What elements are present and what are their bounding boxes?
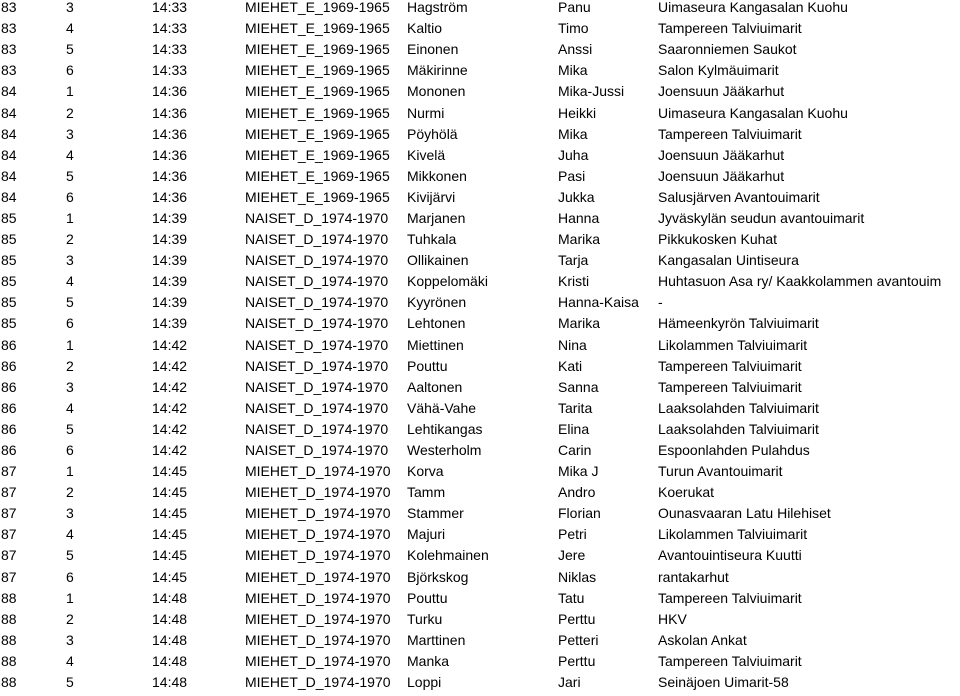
- club-cell: Turun Avantouimarit: [658, 463, 783, 480]
- lane-cell: 3: [66, 125, 74, 142]
- start-time-cell: 14:39: [152, 252, 188, 269]
- lane-cell: 3: [66, 378, 74, 395]
- start-time-cell: 14:39: [152, 231, 188, 248]
- lane-cell: 6: [66, 442, 74, 459]
- first-name-cell: Pasi: [558, 167, 586, 184]
- club-cell: Tampereen Talviuimarit: [658, 357, 802, 374]
- series-cell: MIEHET_D_1974-1970: [245, 526, 391, 543]
- last-name-cell: Vähä-Vahe: [407, 399, 477, 416]
- first-name-cell: Perttu: [558, 610, 596, 627]
- last-name-cell: Kyyrönen: [407, 294, 467, 311]
- start-time-cell: 14:36: [152, 146, 188, 163]
- heat-number-cell: 83: [1, 0, 17, 16]
- series-cell: MIEHET_E_1969-1965: [245, 146, 390, 163]
- lane-cell: 4: [66, 20, 74, 37]
- start-time-cell: 14:36: [152, 83, 188, 100]
- club-cell: Jyväskylän seudun avantouimarit: [658, 209, 865, 226]
- first-name-cell: Kati: [558, 357, 583, 374]
- start-time-cell: 14:33: [152, 41, 188, 58]
- heat-number-cell: 84: [1, 188, 17, 205]
- start-time-cell: 14:36: [152, 167, 188, 184]
- series-cell: NAISET_D_1974-1970: [245, 442, 389, 459]
- club-cell: Tampereen Talviuimarit: [658, 125, 802, 142]
- heat-number-cell: 86: [1, 357, 17, 374]
- first-name-cell: Jari: [558, 674, 581, 691]
- first-name-cell: Heikki: [558, 104, 597, 121]
- last-name-cell: Tamm: [407, 484, 446, 501]
- lane-cell: 5: [66, 41, 74, 58]
- series-cell: NAISET_D_1974-1970: [245, 252, 389, 269]
- last-name-cell: Pöyhölä: [407, 125, 458, 142]
- start-time-cell: 14:48: [152, 589, 188, 606]
- last-name-cell: Kolehmainen: [407, 547, 489, 564]
- last-name-cell: Miettinen: [407, 336, 464, 353]
- start-time-cell: 14:33: [152, 62, 188, 79]
- last-name-cell: Lehtikangas: [407, 420, 483, 437]
- start-time-cell: 14:39: [152, 209, 188, 226]
- lane-cell: 6: [66, 568, 74, 585]
- last-name-cell: Stammer: [407, 505, 464, 522]
- club-cell: Likolammen Talviuimarit: [658, 336, 808, 353]
- series-cell: MIEHET_D_1974-1970: [245, 610, 391, 627]
- series-cell: NAISET_D_1974-1970: [245, 209, 389, 226]
- club-cell: Espoonlahden Pulahdus: [658, 442, 810, 459]
- table-row: [0, 567, 960, 588]
- table-row: [0, 81, 960, 102]
- lane-cell: 4: [66, 526, 74, 543]
- heat-number-cell: 88: [1, 589, 17, 606]
- lane-cell: 5: [66, 167, 74, 184]
- table-row: [0, 672, 960, 693]
- table-row: [0, 145, 960, 166]
- last-name-cell: Korva: [407, 463, 444, 480]
- table-row: [0, 0, 960, 18]
- club-cell: Saaronniemen Saukot: [658, 41, 797, 58]
- lane-cell: 1: [66, 209, 74, 226]
- first-name-cell: Tatu: [558, 589, 585, 606]
- start-time-cell: 14:45: [152, 463, 188, 480]
- table-row: [0, 250, 960, 271]
- heat-number-cell: 85: [1, 252, 17, 269]
- heat-number-cell: 87: [1, 568, 17, 585]
- club-cell: HKV: [658, 610, 687, 627]
- heat-number-cell: 86: [1, 378, 17, 395]
- table-row: [0, 229, 960, 250]
- club-cell: Joensuun Jääkarhut: [658, 83, 785, 100]
- start-time-cell: 14:42: [152, 442, 188, 459]
- first-name-cell: Marika: [558, 315, 601, 332]
- first-name-cell: Panu: [558, 0, 591, 16]
- first-name-cell: Juha: [558, 146, 589, 163]
- last-name-cell: Ollikainen: [407, 252, 469, 269]
- start-time-cell: 14:45: [152, 547, 188, 564]
- series-cell: MIEHET_E_1969-1965: [245, 125, 390, 142]
- table-row: [0, 18, 960, 39]
- last-name-cell: Mononen: [407, 83, 466, 100]
- first-name-cell: Petri: [558, 526, 587, 543]
- first-name-cell: Nina: [558, 336, 587, 353]
- club-cell: Joensuun Jääkarhut: [658, 146, 785, 163]
- lane-cell: 5: [66, 547, 74, 564]
- table-row: [0, 588, 960, 609]
- first-name-cell: Hanna-Kaisa: [558, 294, 639, 311]
- lane-cell: 3: [66, 631, 74, 648]
- last-name-cell: Pouttu: [407, 357, 448, 374]
- heat-number-cell: 86: [1, 399, 17, 416]
- lane-cell: 1: [66, 336, 74, 353]
- table-row: [0, 545, 960, 566]
- series-cell: MIEHET_E_1969-1965: [245, 104, 390, 121]
- table-row: [0, 398, 960, 419]
- start-time-cell: 14:39: [152, 294, 188, 311]
- series-cell: MIEHET_D_1974-1970: [245, 568, 391, 585]
- start-time-cell: 14:36: [152, 125, 188, 142]
- series-cell: NAISET_D_1974-1970: [245, 420, 389, 437]
- start-time-cell: 14:42: [152, 378, 188, 395]
- last-name-cell: Hagström: [407, 0, 468, 16]
- series-cell: MIEHET_E_1969-1965: [245, 167, 390, 184]
- lane-cell: 6: [66, 62, 74, 79]
- series-cell: MIEHET_D_1974-1970: [245, 631, 391, 648]
- first-name-cell: Kristi: [558, 273, 590, 290]
- series-cell: MIEHET_D_1974-1970: [245, 547, 391, 564]
- last-name-cell: Mikkonen: [407, 167, 467, 184]
- start-time-cell: 14:45: [152, 484, 188, 501]
- heat-number-cell: 84: [1, 146, 17, 163]
- last-name-cell: Majuri: [407, 526, 446, 543]
- heat-number-cell: 87: [1, 505, 17, 522]
- table-row: [0, 166, 960, 187]
- series-cell: MIEHET_E_1969-1965: [245, 83, 390, 100]
- series-cell: MIEHET_D_1974-1970: [245, 484, 391, 501]
- lane-cell: 1: [66, 463, 74, 480]
- series-cell: MIEHET_D_1974-1970: [245, 652, 391, 669]
- club-cell: rantakarhut: [658, 568, 729, 585]
- heat-number-cell: 87: [1, 526, 17, 543]
- start-time-cell: 14:39: [152, 315, 188, 332]
- series-cell: NAISET_D_1974-1970: [245, 273, 389, 290]
- last-name-cell: Lehtonen: [407, 315, 466, 332]
- series-cell: MIEHET_E_1969-1965: [245, 188, 390, 205]
- heat-number-cell: 83: [1, 62, 17, 79]
- table-row: [0, 419, 960, 440]
- table-row: [0, 271, 960, 292]
- club-cell: Salusjärven Avantouimarit: [658, 188, 820, 205]
- series-cell: MIEHET_D_1974-1970: [245, 674, 391, 691]
- last-name-cell: Nurmi: [407, 104, 445, 121]
- club-cell: Askolan Ankat: [658, 631, 747, 648]
- heat-number-cell: 84: [1, 167, 17, 184]
- first-name-cell: Mika: [558, 62, 588, 79]
- table-row: [0, 440, 960, 461]
- first-name-cell: Mika: [558, 125, 588, 142]
- first-name-cell: Petteri: [558, 631, 599, 648]
- start-time-cell: 14:33: [152, 0, 188, 16]
- lane-cell: 6: [66, 188, 74, 205]
- lane-cell: 5: [66, 420, 74, 437]
- last-name-cell: Loppi: [407, 674, 442, 691]
- first-name-cell: Tarita: [558, 399, 593, 416]
- lane-cell: 4: [66, 273, 74, 290]
- lane-cell: 3: [66, 505, 74, 522]
- club-cell: Kangasalan Uintiseura: [658, 252, 799, 269]
- heat-number-cell: 86: [1, 336, 17, 353]
- first-name-cell: Florian: [558, 505, 601, 522]
- start-time-cell: 14:48: [152, 610, 188, 627]
- club-cell: Tampereen Talviuimarit: [658, 652, 802, 669]
- first-name-cell: Jere: [558, 547, 586, 564]
- start-time-cell: 14:45: [152, 505, 188, 522]
- table-row: [0, 313, 960, 334]
- first-name-cell: Hanna: [558, 209, 600, 226]
- last-name-cell: Marjanen: [407, 209, 466, 226]
- start-time-cell: 14:48: [152, 652, 188, 669]
- table-row: [0, 187, 960, 208]
- club-cell: Seinäjoen Uimarit-58: [658, 674, 789, 691]
- start-time-cell: 14:36: [152, 188, 188, 205]
- heat-number-cell: 83: [1, 20, 17, 37]
- heat-number-cell: 87: [1, 484, 17, 501]
- lane-cell: 5: [66, 294, 74, 311]
- start-time-cell: 14:48: [152, 631, 188, 648]
- last-name-cell: Manka: [407, 652, 450, 669]
- first-name-cell: Tarja: [558, 252, 589, 269]
- club-cell: Hämeenkyrön Talviuimarit: [658, 315, 819, 332]
- lane-cell: 2: [66, 610, 74, 627]
- club-cell: -: [658, 294, 663, 311]
- heat-number-cell: 87: [1, 463, 17, 480]
- table-row: [0, 524, 960, 545]
- start-time-cell: 14:33: [152, 20, 188, 37]
- table-row: [0, 102, 960, 123]
- club-cell: Laaksolahden Talviuimarit: [658, 399, 819, 416]
- series-cell: MIEHET_E_1969-1965: [245, 0, 390, 16]
- lane-cell: 1: [66, 83, 74, 100]
- series-cell: MIEHET_D_1974-1970: [245, 463, 391, 480]
- heat-number-cell: 85: [1, 231, 17, 248]
- series-cell: NAISET_D_1974-1970: [245, 399, 389, 416]
- last-name-cell: Einonen: [407, 41, 459, 58]
- series-cell: NAISET_D_1974-1970: [245, 378, 389, 395]
- start-time-cell: 14:42: [152, 357, 188, 374]
- last-name-cell: Mäkirinne: [407, 62, 468, 79]
- club-cell: Laaksolahden Talviuimarit: [658, 420, 819, 437]
- start-time-cell: 14:48: [152, 674, 188, 691]
- club-cell: Tampereen Talviuimarit: [658, 20, 802, 37]
- heat-number-cell: 88: [1, 610, 17, 627]
- last-name-cell: Kaltio: [407, 20, 443, 37]
- table-row: [0, 356, 960, 377]
- series-cell: NAISET_D_1974-1970: [245, 336, 389, 353]
- start-time-cell: 14:42: [152, 399, 188, 416]
- lane-cell: 3: [66, 0, 74, 16]
- heat-number-cell: 84: [1, 83, 17, 100]
- lane-cell: 2: [66, 357, 74, 374]
- first-name-cell: Marika: [558, 231, 601, 248]
- table-row: [0, 208, 960, 229]
- heat-number-cell: 84: [1, 125, 17, 142]
- first-name-cell: Elina: [558, 420, 590, 437]
- first-name-cell: Sanna: [558, 378, 599, 395]
- last-name-cell: Kivijärvi: [407, 188, 456, 205]
- last-name-cell: Kivelä: [407, 146, 446, 163]
- club-cell: Huhtasuon Asa ry/ Kaakkolammen avantouim: [658, 273, 942, 290]
- first-name-cell: Andro: [558, 484, 596, 501]
- series-cell: MIEHET_E_1969-1965: [245, 41, 390, 58]
- club-cell: Joensuun Jääkarhut: [658, 167, 785, 184]
- series-cell: NAISET_D_1974-1970: [245, 315, 389, 332]
- lane-cell: 2: [66, 231, 74, 248]
- heat-number-cell: 88: [1, 674, 17, 691]
- club-cell: Ounasvaaran Latu Hilehiset: [658, 505, 831, 522]
- heat-number-cell: 85: [1, 315, 17, 332]
- lane-cell: 4: [66, 652, 74, 669]
- club-cell: Pikkukosken Kuhat: [658, 231, 778, 248]
- table-row: [0, 503, 960, 524]
- series-cell: MIEHET_D_1974-1970: [245, 505, 391, 522]
- series-cell: MIEHET_E_1969-1965: [245, 20, 390, 37]
- lane-cell: 4: [66, 399, 74, 416]
- lane-cell: 6: [66, 315, 74, 332]
- last-name-cell: Björkskog: [407, 568, 469, 585]
- table-row: [0, 630, 960, 651]
- first-name-cell: Mika-Jussi: [558, 83, 625, 100]
- last-name-cell: Marttinen: [407, 631, 466, 648]
- club-cell: Tampereen Talviuimarit: [658, 589, 802, 606]
- heat-number-cell: 87: [1, 547, 17, 564]
- lane-cell: 3: [66, 252, 74, 269]
- lane-cell: 2: [66, 104, 74, 121]
- first-name-cell: Perttu: [558, 652, 596, 669]
- start-time-cell: 14:42: [152, 420, 188, 437]
- start-time-cell: 14:45: [152, 568, 188, 585]
- table-row: [0, 292, 960, 313]
- start-time-cell: 14:36: [152, 104, 188, 121]
- club-cell: Koerukat: [658, 484, 715, 501]
- club-cell: Uimaseura Kangasalan Kuohu: [658, 0, 848, 16]
- lane-cell: 5: [66, 674, 74, 691]
- heat-number-cell: 86: [1, 420, 17, 437]
- club-cell: Tampereen Talviuimarit: [658, 378, 802, 395]
- heat-number-cell: 88: [1, 631, 17, 648]
- start-time-cell: 14:45: [152, 526, 188, 543]
- heat-number-cell: 86: [1, 442, 17, 459]
- club-cell: Avantouintiseura Kuutti: [658, 547, 802, 564]
- last-name-cell: Pouttu: [407, 589, 448, 606]
- last-name-cell: Koppelomäki: [407, 273, 488, 290]
- table-row: [0, 377, 960, 398]
- heat-number-cell: 85: [1, 273, 17, 290]
- table-row: [0, 60, 960, 81]
- first-name-cell: Mika J: [558, 463, 599, 480]
- heat-number-cell: 84: [1, 104, 17, 121]
- lane-cell: 1: [66, 589, 74, 606]
- club-cell: Likolammen Talviuimarit: [658, 526, 808, 543]
- last-name-cell: Westerholm: [407, 442, 482, 459]
- table-row: [0, 461, 960, 482]
- first-name-cell: Timo: [558, 20, 589, 37]
- series-cell: MIEHET_E_1969-1965: [245, 62, 390, 79]
- heat-number-cell: 83: [1, 41, 17, 58]
- heat-number-cell: 85: [1, 209, 17, 226]
- last-name-cell: Turku: [407, 610, 443, 627]
- table-row: [0, 335, 960, 356]
- lane-cell: 4: [66, 146, 74, 163]
- start-time-cell: 14:39: [152, 273, 188, 290]
- last-name-cell: Tuhkala: [407, 231, 457, 248]
- table-row: [0, 124, 960, 145]
- lane-cell: 2: [66, 484, 74, 501]
- heat-number-cell: 88: [1, 652, 17, 669]
- club-cell: Uimaseura Kangasalan Kuohu: [658, 104, 848, 121]
- start-time-cell: 14:42: [152, 336, 188, 353]
- club-cell: Salon Kylmäuimarit: [658, 62, 779, 79]
- table-row: [0, 651, 960, 672]
- first-name-cell: Anssi: [558, 41, 593, 58]
- first-name-cell: Carin: [558, 442, 592, 459]
- series-cell: NAISET_D_1974-1970: [245, 357, 389, 374]
- table-row: [0, 39, 960, 60]
- series-cell: NAISET_D_1974-1970: [245, 294, 389, 311]
- table-row: [0, 482, 960, 503]
- last-name-cell: Aaltonen: [407, 378, 463, 395]
- heat-number-cell: 85: [1, 294, 17, 311]
- table-row: [0, 609, 960, 630]
- series-cell: NAISET_D_1974-1970: [245, 231, 389, 248]
- first-name-cell: Jukka: [558, 188, 595, 205]
- series-cell: MIEHET_D_1974-1970: [245, 589, 391, 606]
- first-name-cell: Niklas: [558, 568, 597, 585]
